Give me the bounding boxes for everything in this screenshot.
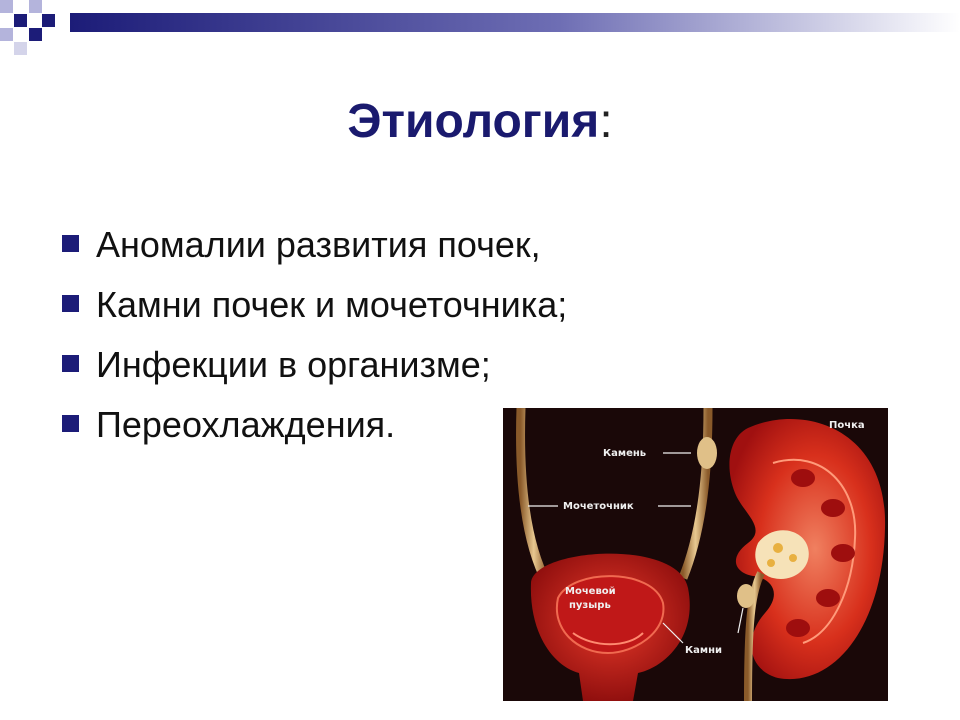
bullet-item [62, 398, 567, 458]
urinary-system-illustration [503, 408, 888, 701]
bullet-text: Инфекции в организме; [96, 344, 491, 385]
bullet-text: Камни почек и мочеточника; [96, 284, 568, 325]
title-colon: : [599, 95, 613, 148]
stones-label: Камни [685, 645, 723, 656]
stone-label: Камень [603, 448, 647, 459]
square-bullet-icon [62, 295, 79, 312]
title-text: Этиология [347, 95, 600, 148]
bullet-item [62, 338, 567, 398]
kidney-label: Почка [829, 420, 865, 431]
top-decoration [0, 0, 960, 60]
bladder-label-line2: пузырь [569, 600, 611, 611]
bullet-text: Аномалии развития почек, [96, 224, 541, 265]
bullet-list [62, 218, 567, 458]
bullet-item [62, 218, 567, 278]
square-bullet-icon [62, 235, 79, 252]
ureter-label: Мочеточник [563, 501, 634, 512]
bullet-text: Переохлаждения. [96, 404, 396, 445]
bladder-label-line1: Мочевой [565, 586, 616, 597]
bullet-item [62, 278, 567, 338]
square-bullet-icon [62, 415, 79, 432]
square-bullet-icon [62, 355, 79, 372]
slide-title [0, 92, 960, 152]
